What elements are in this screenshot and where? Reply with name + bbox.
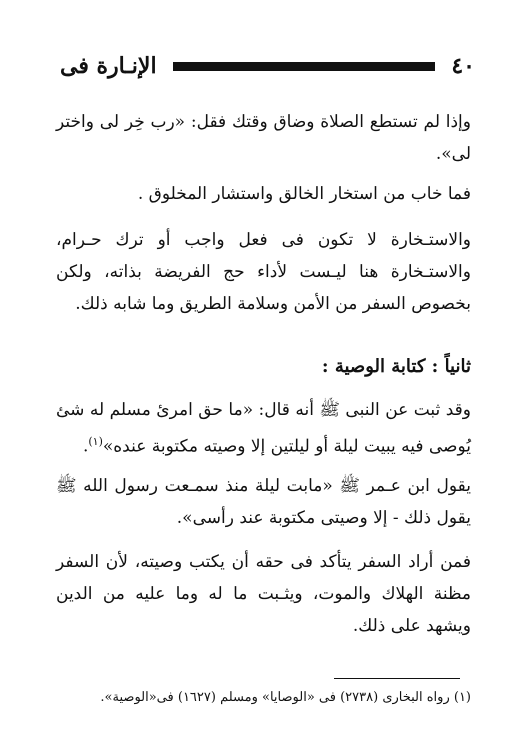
footnote-rule — [334, 678, 460, 679]
paragraph-4-end: . — [82, 436, 89, 457]
running-title: الإنـارة فى — [60, 53, 157, 79]
footnote-marker: (١) — [88, 435, 103, 448]
paragraph-2: فما خاب من استخار الخالق واستشار المخلوق . — [137, 184, 471, 204]
page-number: ٤٠ — [451, 53, 475, 79]
paragraph-4-text: وقد ثبت عن النبى ﷺ أنه قال: «ما حق امرئ مسلم له شئ يُوصى فيه يبيت ليلة أو ليلتين إلا وصيته مكتوبة عنده» — [56, 400, 471, 457]
paragraph-6: فمن أراد السفر يتأكد فى حقه أن يكتب وصيته، لأن السفر مظنة الهلاك والموت، ويثـبت ما له وما عليه من الدين ويشهد على ذلك. — [56, 552, 471, 636]
paragraph-4 — [56, 394, 471, 463]
paragraph-1: وإذا لم تستطع الصلاة وضاق وقتك فقل: «رب خِر لى واختر لى». — [56, 112, 471, 164]
section-heading: ثانياً : كتابة الوصية : — [321, 356, 471, 377]
paragraph-3: والاستـخارة لا تكون فى فعل واجب أو ترك حـرام، والاستـخارة هنا ليـست لأداء حج الفريضة بذاته، ولكن بخصوص السفر من الأمن وسلامة الطريق وما شابه ذلك. — [56, 230, 471, 314]
header-rule — [173, 62, 436, 71]
page-header — [60, 46, 475, 86]
paragraph-5: يقول ابن عـمر ﷺ «مابت ليلة منذ سمـعت رسول الله ﷺ يقول ذلك - إلا وصيتى مكتوبة عند رأسى». — [56, 476, 471, 528]
footnote: (١) رواه البخارى (٢٧٣٨) فى «الوصايا» ومسلم (١٦٢٧) فى«الوصية». — [100, 690, 471, 705]
